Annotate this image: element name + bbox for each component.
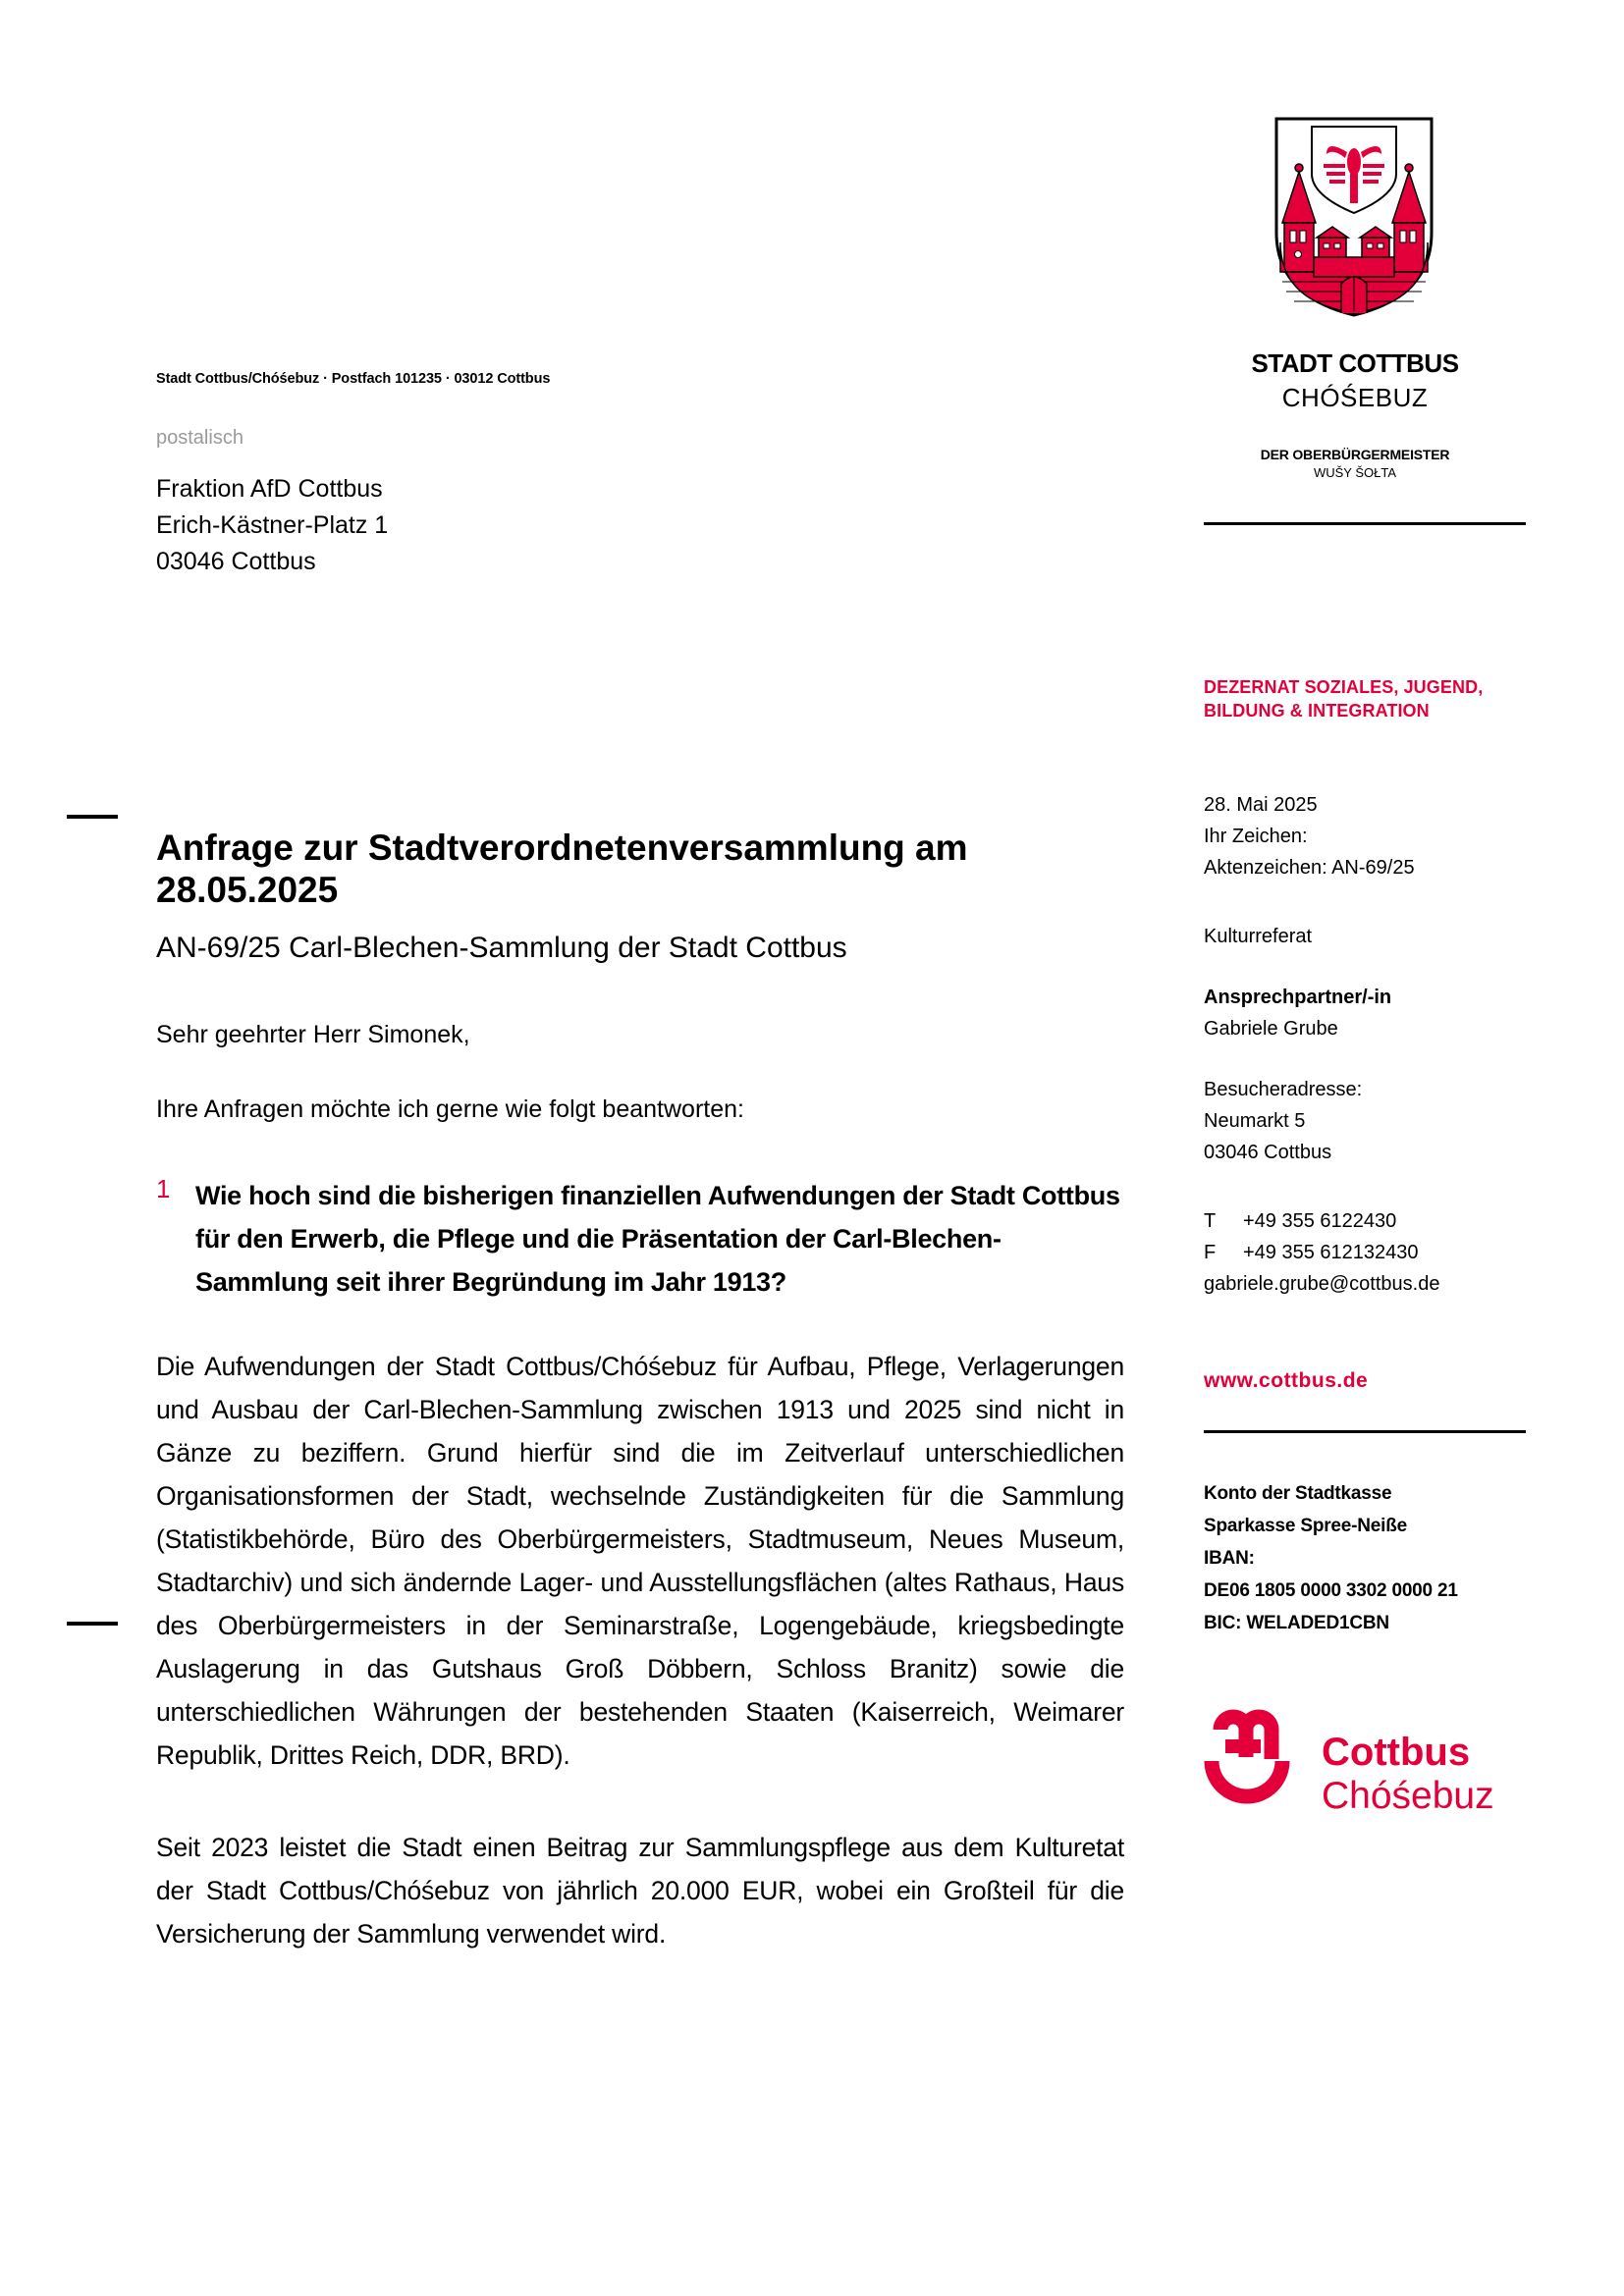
visitor-address-block <box>1204 1074 1362 1168</box>
brand-logo-word-1: Cottbus <box>1322 1731 1471 1774</box>
answer-paragraph-2: Seit 2023 leistet die Stadt einen Beitrag zur Sammlungspflege aus dem Kulturetat der Stadt Cottbus/Chóśebuz von jährlich 20.000 EUR, wobei ein Großteil für die Versicherung der Sammlung verwendet wird. <box>156 1833 1124 1949</box>
recipient-line-1: Fraktion AfD Cottbus <box>156 475 383 503</box>
cottbus-brand-logo-icon <box>1198 1700 1296 1818</box>
sender-return-address: Stadt Cottbus/Chóśebuz · Postfach 101235 · 03012 Cottbus <box>156 371 551 387</box>
phone-label: T <box>1204 1210 1217 1232</box>
department-line-2: BILDUNG & INTEGRATION <box>1204 701 1430 721</box>
department-name <box>1204 675 1483 722</box>
contact-name: Gabriele Grube <box>1204 1018 1338 1040</box>
reference-block <box>1204 789 1415 883</box>
city-name-sorbian: CHÓŚEBUZ <box>1281 383 1429 412</box>
bank-bic: BIC: WELADED1CBN <box>1204 1613 1389 1633</box>
recipient-line-3: 03046 Cottbus <box>156 548 316 575</box>
fold-mark-top <box>67 815 118 819</box>
letter-date: 28. Mai 2025 <box>1204 794 1318 816</box>
file-reference: Aktenzeichen: AN-69/25 <box>1204 857 1415 879</box>
website-link[interactable]: www.cottbus.de <box>1204 1369 1369 1392</box>
fax-label: F <box>1204 1242 1217 1263</box>
bank-line-2: Sparkasse Spree-Neiße <box>1204 1516 1408 1536</box>
contact-block <box>1204 982 1391 1044</box>
visitor-street: Neumarkt 5 <box>1204 1110 1306 1132</box>
office-title-sorbian: WUŠY ŠOŁTA <box>1313 465 1397 480</box>
bank-details <box>1204 1477 1458 1639</box>
divider-top <box>1204 522 1526 525</box>
bank-iban: DE06 1805 0000 3302 0000 21 <box>1204 1580 1458 1601</box>
divider-bottom <box>1204 1430 1526 1433</box>
contact-details <box>1204 1205 1439 1300</box>
brand-logo-word-2: Chóśebuz <box>1322 1775 1494 1817</box>
office-title: DER OBERBÜRGERMEISTER <box>1260 447 1450 462</box>
recipient-line-2: Erich-Kästner-Platz 1 <box>156 511 389 539</box>
email-link[interactable]: gabriele.grube@cottbus.de <box>1204 1273 1440 1295</box>
fax-row <box>1204 1237 1439 1268</box>
fax-number: +49 355 612132430 <box>1243 1242 1419 1263</box>
recipient-address <box>156 471 388 580</box>
question-text: Wie hoch sind die bisherigen finanziellen Aufwendungen der Stadt Cottbus für den Erwerb, die Pflege und die Präsentation der Carl-Blechen-Sammlung seit ihrer Begründung im Jahr 1913? <box>195 1181 1120 1297</box>
phone-row <box>1204 1205 1439 1237</box>
answer-paragraph-1: Die Aufwendungen der Stadt Cottbus/Chóśebuz für Aufbau, Pflege, Verlagerungen und Ausbau der Carl-Blechen-Sammlung zwischen 1913 und 2025 sind nicht in Gänze zu beziffern. Grund hierfür sind die im Zeitverlauf unterschiedlichen Organisationsformen der Stadt, wechselnde Zuständigkeiten für die Sammlung (Statistikbehörde, Büro des Oberbürgermeisters, Stadtmuseum, Neues Museum, Stadtarchiv) und sich ändernde Lager- und Ausstellungsflächen (altes Rathaus, Haus des Oberbürgermeisters in der Seminarstraße, Logengebäude, kriegsbedingte Auslagerung in das Gutshaus Groß Döbbern, Schloss Branitz) sowie die unterschiedlichen Währungen der bestehenden Staaten (Kaiserreich, Weimarer Republik, Drittes Reich, DDR, BRD). <box>156 1352 1124 1770</box>
phone-number[interactable]: +49 355 6122430 <box>1243 1210 1397 1232</box>
contact-label: Ansprechpartner/-in <box>1204 987 1392 1008</box>
cottbus-coat-of-arms-icon <box>1272 115 1435 319</box>
fold-mark-bottom <box>67 1622 118 1626</box>
intro-sentence: Ihre Anfragen möchte ich gerne wie folgt beantworten: <box>156 1095 744 1123</box>
your-reference: Ihr Zeichen: <box>1204 826 1308 847</box>
unit-name: Kulturreferat <box>1204 926 1313 947</box>
question-number: 1 <box>156 1174 171 1203</box>
visitor-city: 03046 Cottbus <box>1204 1142 1332 1163</box>
bank-line-1: Konto der Stadtkasse <box>1204 1483 1392 1504</box>
visitor-address-label: Besucheradresse: <box>1204 1079 1363 1100</box>
city-name: STADT COTTBUS <box>1251 348 1459 378</box>
postal-label: postalisch <box>156 427 244 449</box>
department-line-1: DEZERNAT SOZIALES, JUGEND, <box>1204 677 1484 697</box>
page-title: Anfrage zur Stadtverordnetenversammlung am 28.05.2025 <box>156 828 968 910</box>
subject-line: AN-69/25 Carl-Blechen-Sammlung der Stadt Cottbus <box>156 932 847 964</box>
bank-line-3: IBAN: <box>1204 1548 1255 1569</box>
salutation: Sehr geehrter Herr Simonek, <box>156 1021 470 1048</box>
